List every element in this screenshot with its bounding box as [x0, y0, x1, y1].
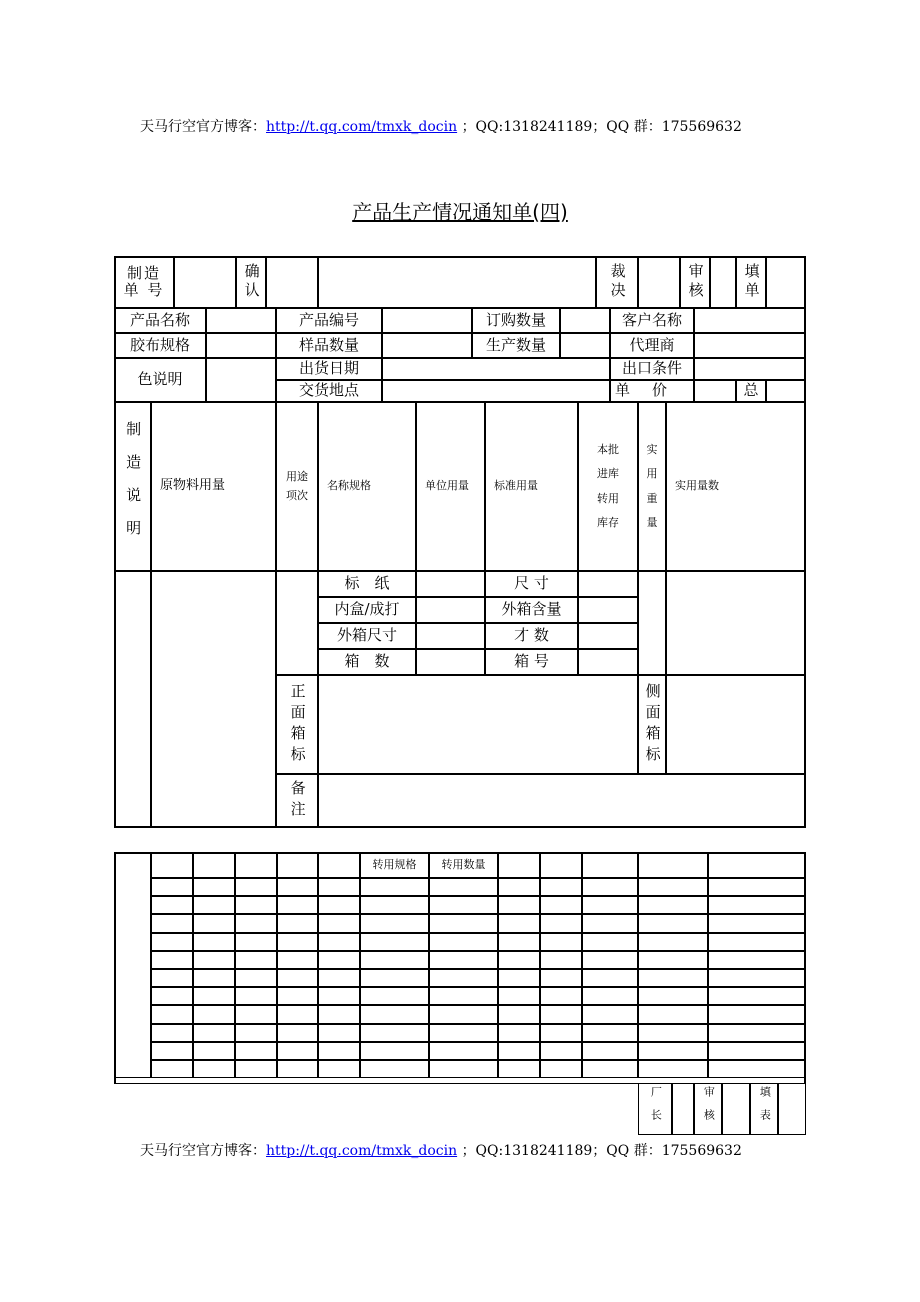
header-prefix: 天马行空官方博客：	[140, 119, 266, 135]
label-paper-label: 标 纸	[318, 571, 416, 597]
fill-label: 填单	[736, 256, 766, 308]
footer-suffix: ；QQ:1318241189；QQ 群：175569632	[461, 1143, 742, 1159]
order-qty-label: 订购数量	[472, 308, 560, 333]
mfg-desc-label: 制造说明	[114, 402, 151, 571]
raw-usage-label: 原物料用量	[151, 402, 276, 571]
header-suffix: ；QQ:1318241189；QQ 群：175569632	[461, 119, 742, 135]
spec-header: 名称规格	[318, 402, 416, 571]
size-label: 尺 寸	[485, 571, 578, 597]
std-usage-header: 标准用量	[485, 402, 578, 571]
box-count-label: 箱 数	[318, 649, 416, 675]
color-desc-label: 色说明	[114, 358, 206, 402]
unit-usage-header: 单位用量	[416, 402, 485, 571]
remark-label: 备注	[276, 774, 318, 827]
total-label: 总	[736, 380, 766, 402]
transfer-header: 本批进库转用库存	[578, 402, 638, 571]
actual-weight-header: 实用重量	[638, 402, 666, 571]
cai-label: 才 数	[485, 623, 578, 649]
box-no-label: 箱 号	[485, 649, 578, 675]
transfer-qty-header: 转用数量	[429, 852, 498, 878]
inner-box-label: 内盒/成打	[318, 597, 416, 623]
outer-size-label: 外箱尺寸	[318, 623, 416, 649]
tape-spec-label: 胶布规格	[114, 333, 206, 358]
front-mark-label: 正面箱标	[276, 675, 318, 774]
agent-label: 代理商	[610, 333, 694, 358]
form-outer-border	[114, 256, 806, 828]
lower-review-label: 审核	[694, 1083, 722, 1135]
header-line-top	[140, 116, 742, 136]
confirm-label: 确认	[236, 256, 266, 308]
factory-value[interactable]	[672, 1083, 694, 1135]
factory-label: 厂长	[638, 1083, 672, 1135]
unit-price-label: 单价	[610, 380, 694, 402]
product-code-label: 产品编号	[276, 308, 382, 333]
purpose-label: 用途项次	[276, 402, 318, 571]
production-qty-label: 生产数量	[472, 333, 560, 358]
export-terms-label: 出口条件	[610, 358, 694, 380]
footer-prefix: 天马行空官方博客：	[140, 1143, 266, 1159]
page-title: 产品生产情况通知单(四)	[352, 200, 568, 224]
review-label: 审核	[680, 256, 710, 308]
sample-qty-label: 样品数量	[276, 333, 382, 358]
side-mark-label: 侧面箱标	[638, 675, 666, 774]
transfer-spec-header: 转用规格	[360, 852, 429, 878]
footer-blog-link[interactable]: http://t.qq.com/tmxk_docin	[266, 1143, 458, 1159]
actual-qty-header: 实用量数	[666, 402, 806, 571]
outer-qty-label: 外箱含量	[485, 597, 578, 623]
product-name-label: 产品名称	[114, 308, 206, 333]
customer-name-label: 客户名称	[610, 308, 694, 333]
fill-form-label: 填表	[750, 1083, 778, 1135]
fill-form-value[interactable]	[778, 1083, 806, 1135]
delivery-place-label: 交货地点	[276, 380, 382, 402]
header-line-bottom	[140, 1140, 742, 1160]
ship-date-label: 出货日期	[276, 358, 382, 380]
lower-outer-border	[114, 852, 806, 1084]
mfg-no-label: 制造单 号	[114, 256, 174, 308]
blog-link[interactable]: http://t.qq.com/tmxk_docin	[266, 119, 458, 135]
decide-label: 裁决	[596, 256, 638, 308]
lower-review-value[interactable]	[722, 1083, 750, 1135]
